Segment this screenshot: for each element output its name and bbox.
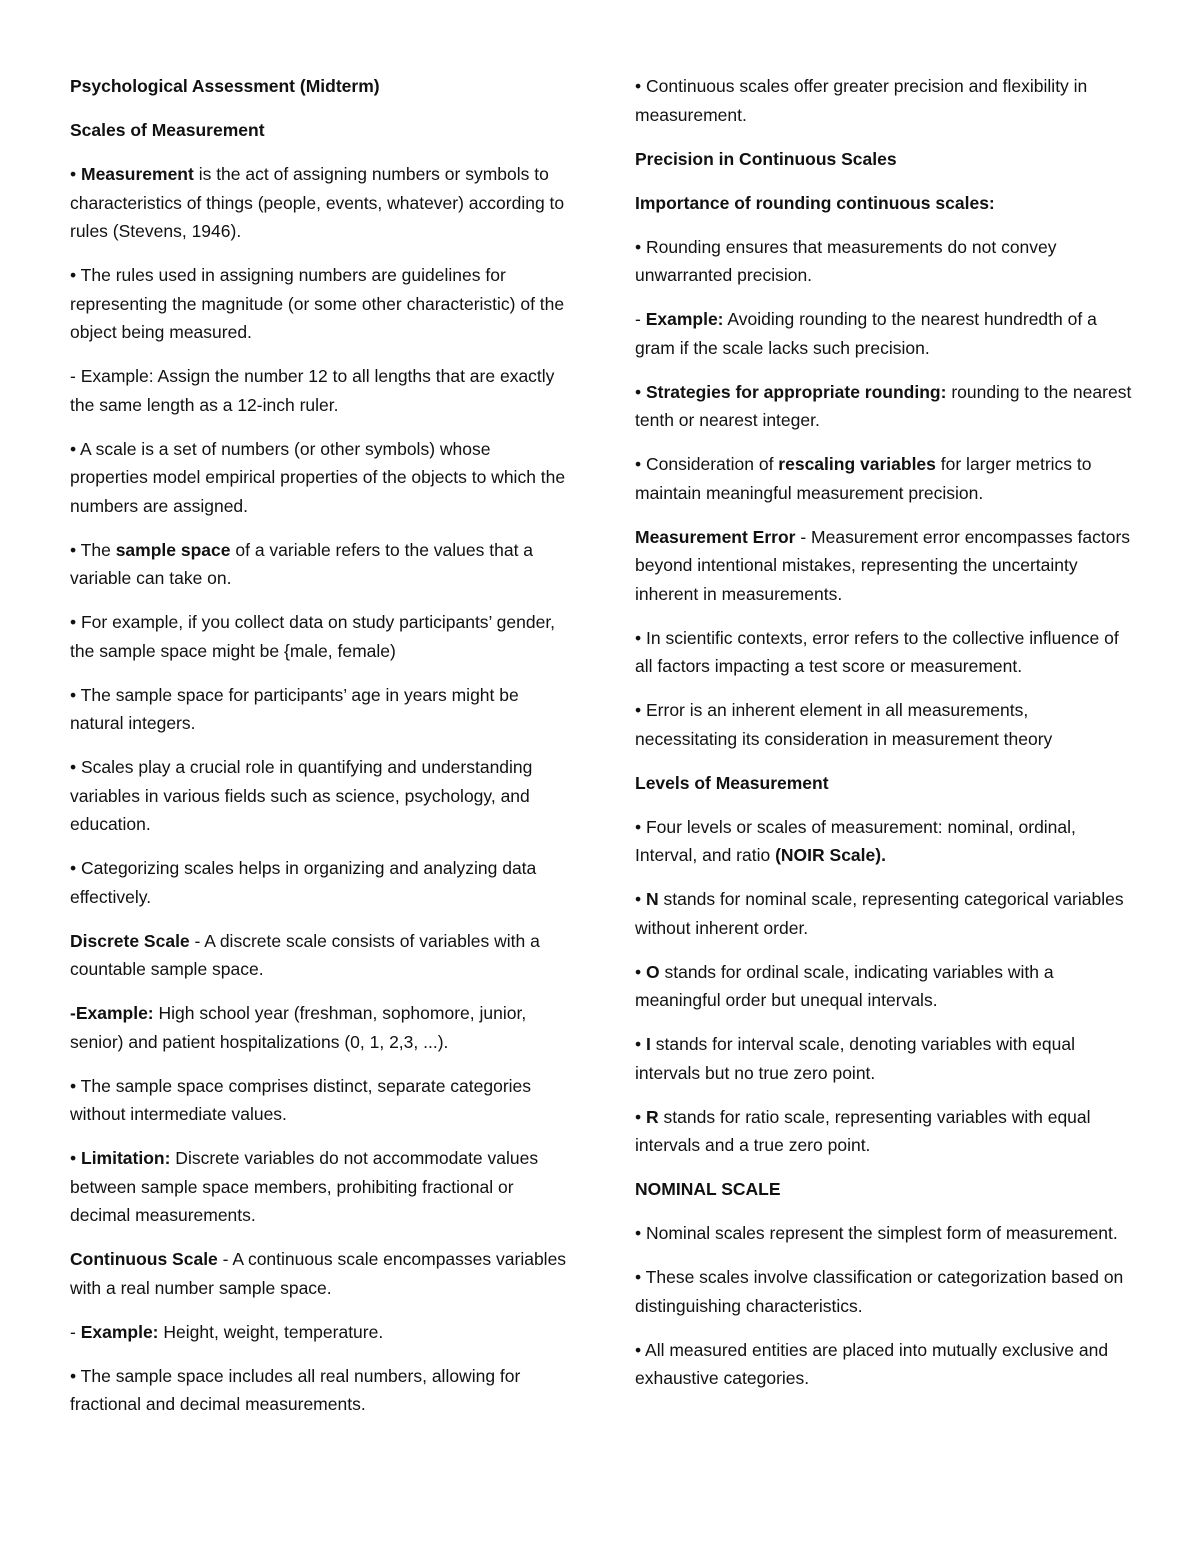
term-strategies: Strategies for appropriate rounding: <box>646 381 947 402</box>
paragraph-measurement-definition <box>70 160 570 246</box>
left-column <box>70 72 570 1434</box>
paragraph-text: • Consideration of <box>635 454 779 474</box>
paragraph-continuous-example <box>70 1318 570 1347</box>
section-heading-precision: Precision in Continuous Scales <box>635 148 897 169</box>
term-example: Example: <box>80 1321 159 1342</box>
paragraph-exclusive-categories: • All measured entities are placed into mutually exclusive and exhaustive categories. <box>635 1339 1109 1388</box>
paragraph-ratio-r <box>635 1103 1135 1160</box>
paragraph-text: • The <box>70 539 116 560</box>
paragraph-scale-definition: • A scale is a set of numbers (or other symbols) whose properties model empirical properties of the objects to which the numbers are assigned. <box>70 438 566 516</box>
term-measurement: Measurement <box>81 164 194 184</box>
paragraph-text: stands for interval scale, denoting variables with equal intervals but no true zero point. <box>635 1034 1076 1083</box>
paragraph-rules: • The rules used in assigning numbers are guidelines for representing the magnitude (or some other characteristic) of the object being measured. <box>70 265 565 342</box>
term-discrete-scale: Discrete Scale <box>70 930 190 951</box>
paragraph-nominal-n <box>635 885 1135 942</box>
section-heading-scales: Scales of Measurement <box>70 120 265 140</box>
section-heading-nominal: NOMINAL SCALE <box>635 1179 781 1199</box>
paragraph-continuous-scale <box>70 1245 570 1302</box>
paragraph-interval-i <box>635 1030 1135 1087</box>
term-continuous-scale: Continuous Scale <box>70 1249 218 1269</box>
term-i: I <box>646 1034 651 1054</box>
paragraph-text: stands for ordinal scale, indicating variables with a meaningful order but unequal intervals. <box>635 961 1054 1010</box>
paragraph-text: of a variable refers to the values that a variable can take on. <box>70 539 534 588</box>
paragraph-scientific-error: • In scientific contexts, error refers to the collective influence of all factors impacting a test score or measurement. <box>635 627 1119 676</box>
paragraph-sample-space <box>70 536 570 593</box>
paragraph-scales-role: • Scales play a crucial role in quantifying and understanding variables in various fields such as science, psychology, and education. <box>70 757 533 834</box>
paragraph-distinct-categories: • The sample space comprises distinct, separate categories without intermediate values. <box>70 1075 532 1124</box>
paragraph-rounding-strategies <box>635 378 1135 435</box>
term-rescaling-variables: rescaling variables <box>778 454 936 474</box>
paragraph-discrete-scale <box>70 927 570 984</box>
paragraph-text: - A discrete scale consists of variables with a countable sample space. <box>70 930 540 979</box>
bullet: • <box>635 1034 646 1054</box>
document-title: Psychological Assessment (Midterm) <box>70 76 380 96</box>
paragraph-text: is the act of assigning numbers or symbols to characteristics of things (people, events, whatever) according to rules (Stevens, 1946). <box>70 164 565 241</box>
right-column <box>635 72 1135 1408</box>
bullet: • <box>635 889 646 909</box>
paragraph-four-levels <box>635 813 1135 870</box>
paragraph-continuous-precision: • Continuous scales offer greater precision and flexibility in measurement. <box>635 76 1088 125</box>
term-sample-space: sample space <box>115 539 231 560</box>
subheading-rounding: Importance of rounding continuous scales: <box>635 192 995 213</box>
paragraph-text: Discrete variables do not accommodate values between sample space members, prohibiting fractional or decimal measurements. <box>70 1148 539 1225</box>
paragraph-text: - <box>70 1321 81 1342</box>
term-noir-scale: (NOIR Scale). <box>775 845 886 865</box>
paragraph-text: for larger metrics to maintain meaningful measurement precision. <box>635 454 1092 503</box>
paragraph-text: - A continuous scale encompasses variables with a real number sample space. <box>70 1249 567 1298</box>
bullet: • <box>70 164 81 184</box>
term-n: N <box>646 889 659 909</box>
paragraph-limitation <box>70 1144 570 1230</box>
paragraph-text: High school year (freshman, sophomore, junior, senior) and patient hospitalizations (0, 1, 2,3, ...). <box>70 1003 527 1052</box>
section-heading-levels: Levels of Measurement <box>635 772 829 793</box>
paragraph-text: rounding to the nearest tenth or nearest integer. <box>635 381 1132 430</box>
paragraph-real-numbers: • The sample space includes all real numbers, allowing for fractional and decimal measurements. <box>70 1365 521 1414</box>
term-example: Example: <box>645 309 724 329</box>
paragraph-text: Height, weight, temperature. <box>158 1321 384 1342</box>
paragraph-nominal-simplest: • Nominal scales represent the simplest form of measurement. <box>635 1223 1118 1243</box>
paragraph-measurement-error <box>635 523 1135 609</box>
paragraph-text: stands for ratio scale, representing variables with equal intervals and a true zero point. <box>635 1106 1091 1155</box>
paragraph-text: - <box>635 309 646 329</box>
paragraph-rounding-ensures: • Rounding ensures that measurements do not convey unwarranted precision. <box>635 236 1057 285</box>
paragraph-text: stands for nominal scale, representing categorical variables without inherent order. <box>635 889 1124 938</box>
term-o: O <box>646 961 660 982</box>
paragraph-classification: • These scales involve classification or categorization based on distinguishing characteristics. <box>635 1267 1124 1316</box>
term-example: -Example: <box>70 1003 154 1023</box>
paragraph-age-example: • The sample space for participants’ age in years might be natural integers. <box>70 684 519 733</box>
term-measurement-error: Measurement Error <box>635 526 796 547</box>
paragraph-rescaling <box>635 450 1135 507</box>
paragraph-text: • Four levels or scales of measurement: nominal, ordinal, Interval, and ratio <box>635 816 1076 865</box>
term-r: R <box>646 1106 659 1127</box>
paragraph-text: - Measurement error encompasses factors beyond intentional mistakes, representing the uncertainty inherent in measurements. <box>635 526 1131 604</box>
paragraph-rounding-example <box>635 305 1135 362</box>
paragraph-ordinal-o <box>635 958 1135 1015</box>
term-limitation: Limitation: <box>81 1148 171 1168</box>
paragraph-text: Avoiding rounding to the nearest hundredth of a gram if the scale lacks such precision. <box>635 309 1097 358</box>
bullet: • <box>635 1106 646 1127</box>
bullet: • <box>70 1148 81 1168</box>
paragraph-example-ruler: - Example: Assign the number 12 to all lengths that are exactly the same length as a 12-inch ruler. <box>70 366 555 415</box>
bullet: • <box>635 961 646 982</box>
paragraph-gender-example: • For example, if you collect data on study participants’ gender, the sample space might be {male, female) <box>70 612 556 661</box>
paragraph-categorizing: • Categorizing scales helps in organizing and analyzing data effectively. <box>70 858 537 907</box>
paragraph-inherent-error: • Error is an inherent element in all measurements, necessitating its consideration in measurement theory <box>635 700 1053 749</box>
paragraph-discrete-example <box>70 999 570 1056</box>
bullet: • <box>635 381 646 402</box>
